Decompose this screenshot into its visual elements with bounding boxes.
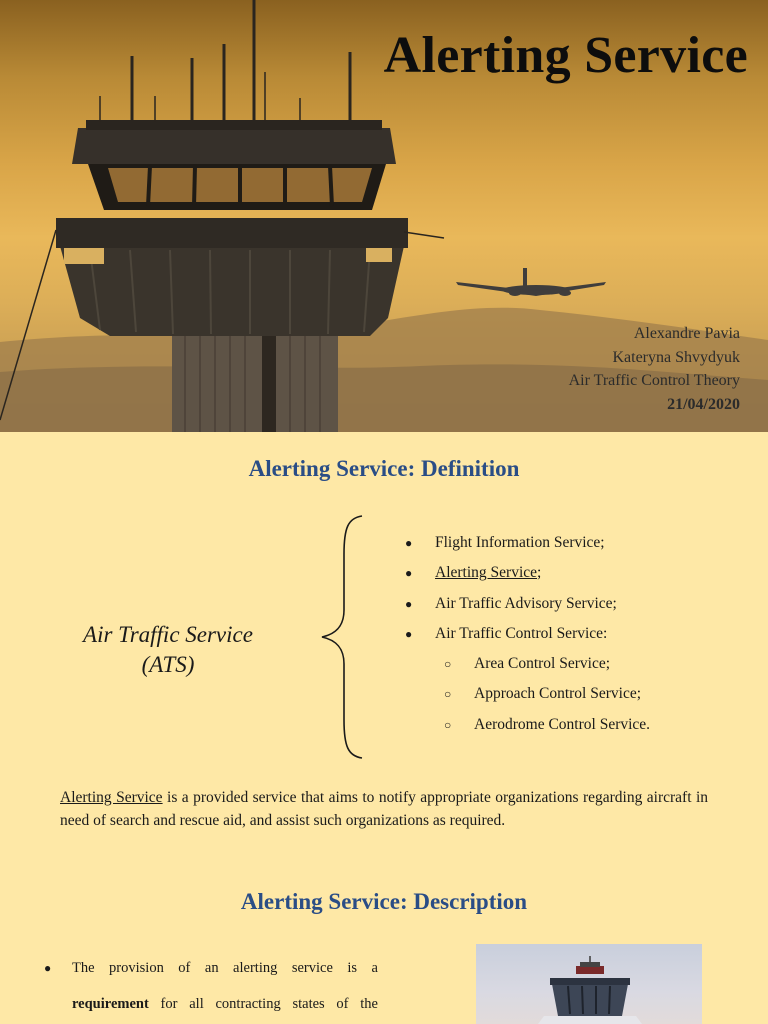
- bullet-icon: ●: [44, 961, 52, 975]
- author-name: Kateryna Shvydyuk: [612, 348, 740, 366]
- service-label: Aerodrome Control Service.: [474, 715, 651, 733]
- hollow-bullet-icon: ○: [444, 657, 452, 672]
- author-block: [569, 322, 740, 416]
- description-emphasis: requirement: [72, 996, 149, 1012]
- presentation-date: 21/04/2020: [667, 395, 740, 413]
- hollow-bullet-icon: ○: [444, 687, 452, 702]
- description-heading: Alerting Service: Description: [240, 889, 528, 914]
- bullet-icon: ●: [405, 596, 413, 611]
- list-item: [405, 653, 650, 683]
- ats-service-list: [405, 532, 650, 744]
- service-label: Air Traffic Advisory Service;: [435, 594, 617, 612]
- description-text-start: The provision of an alerting service is a: [72, 960, 378, 976]
- title-hero: [0, 0, 768, 432]
- list-item: [405, 593, 650, 623]
- definition-text: is a provided service that aims to notify appropriate organizations regarding aircraft in need of search and rescue aid, and assist such organizations as required.: [60, 789, 709, 829]
- course-name: Air Traffic Control Theory: [568, 372, 740, 389]
- list-item: [405, 532, 650, 562]
- service-label: Flight Information Service;: [435, 534, 605, 551]
- bullet-icon: ●: [405, 536, 413, 550]
- service-label-suffix: ;: [537, 564, 542, 582]
- list-item: [405, 562, 650, 592]
- service-label: Approach Control Service;: [474, 685, 642, 703]
- service-label: Air Traffic Control Service:: [435, 624, 608, 642]
- ats-label: [58, 620, 278, 680]
- definition-heading: Alerting Service: Definition: [248, 456, 520, 481]
- tower-thumbnail: [476, 944, 702, 1024]
- ats-label-abbr: (ATS): [141, 652, 195, 677]
- description-text: [44, 950, 378, 1022]
- service-label: Alerting Service: [435, 564, 538, 582]
- service-label: Area Control Service;: [474, 655, 611, 673]
- bullet-icon: ●: [405, 626, 413, 641]
- description-text-end: for all contracting states of the: [148, 996, 378, 1012]
- page-title: Alerting Service: [383, 27, 748, 84]
- bullet-icon: ●: [405, 566, 413, 581]
- definition-paragraph: [60, 786, 708, 832]
- hollow-bullet-icon: ○: [444, 717, 452, 732]
- author-name: Alexandre Pavia: [633, 325, 740, 342]
- list-item: [405, 714, 650, 744]
- tower-thumbnail-art: [476, 944, 702, 1024]
- list-item: [405, 623, 650, 653]
- description-bullet: [44, 950, 378, 1022]
- definition-term: Alerting Service: [60, 789, 163, 806]
- list-item: [405, 683, 650, 713]
- ats-label-line: Air Traffic Service: [83, 622, 253, 647]
- curly-brace-icon: [318, 514, 368, 760]
